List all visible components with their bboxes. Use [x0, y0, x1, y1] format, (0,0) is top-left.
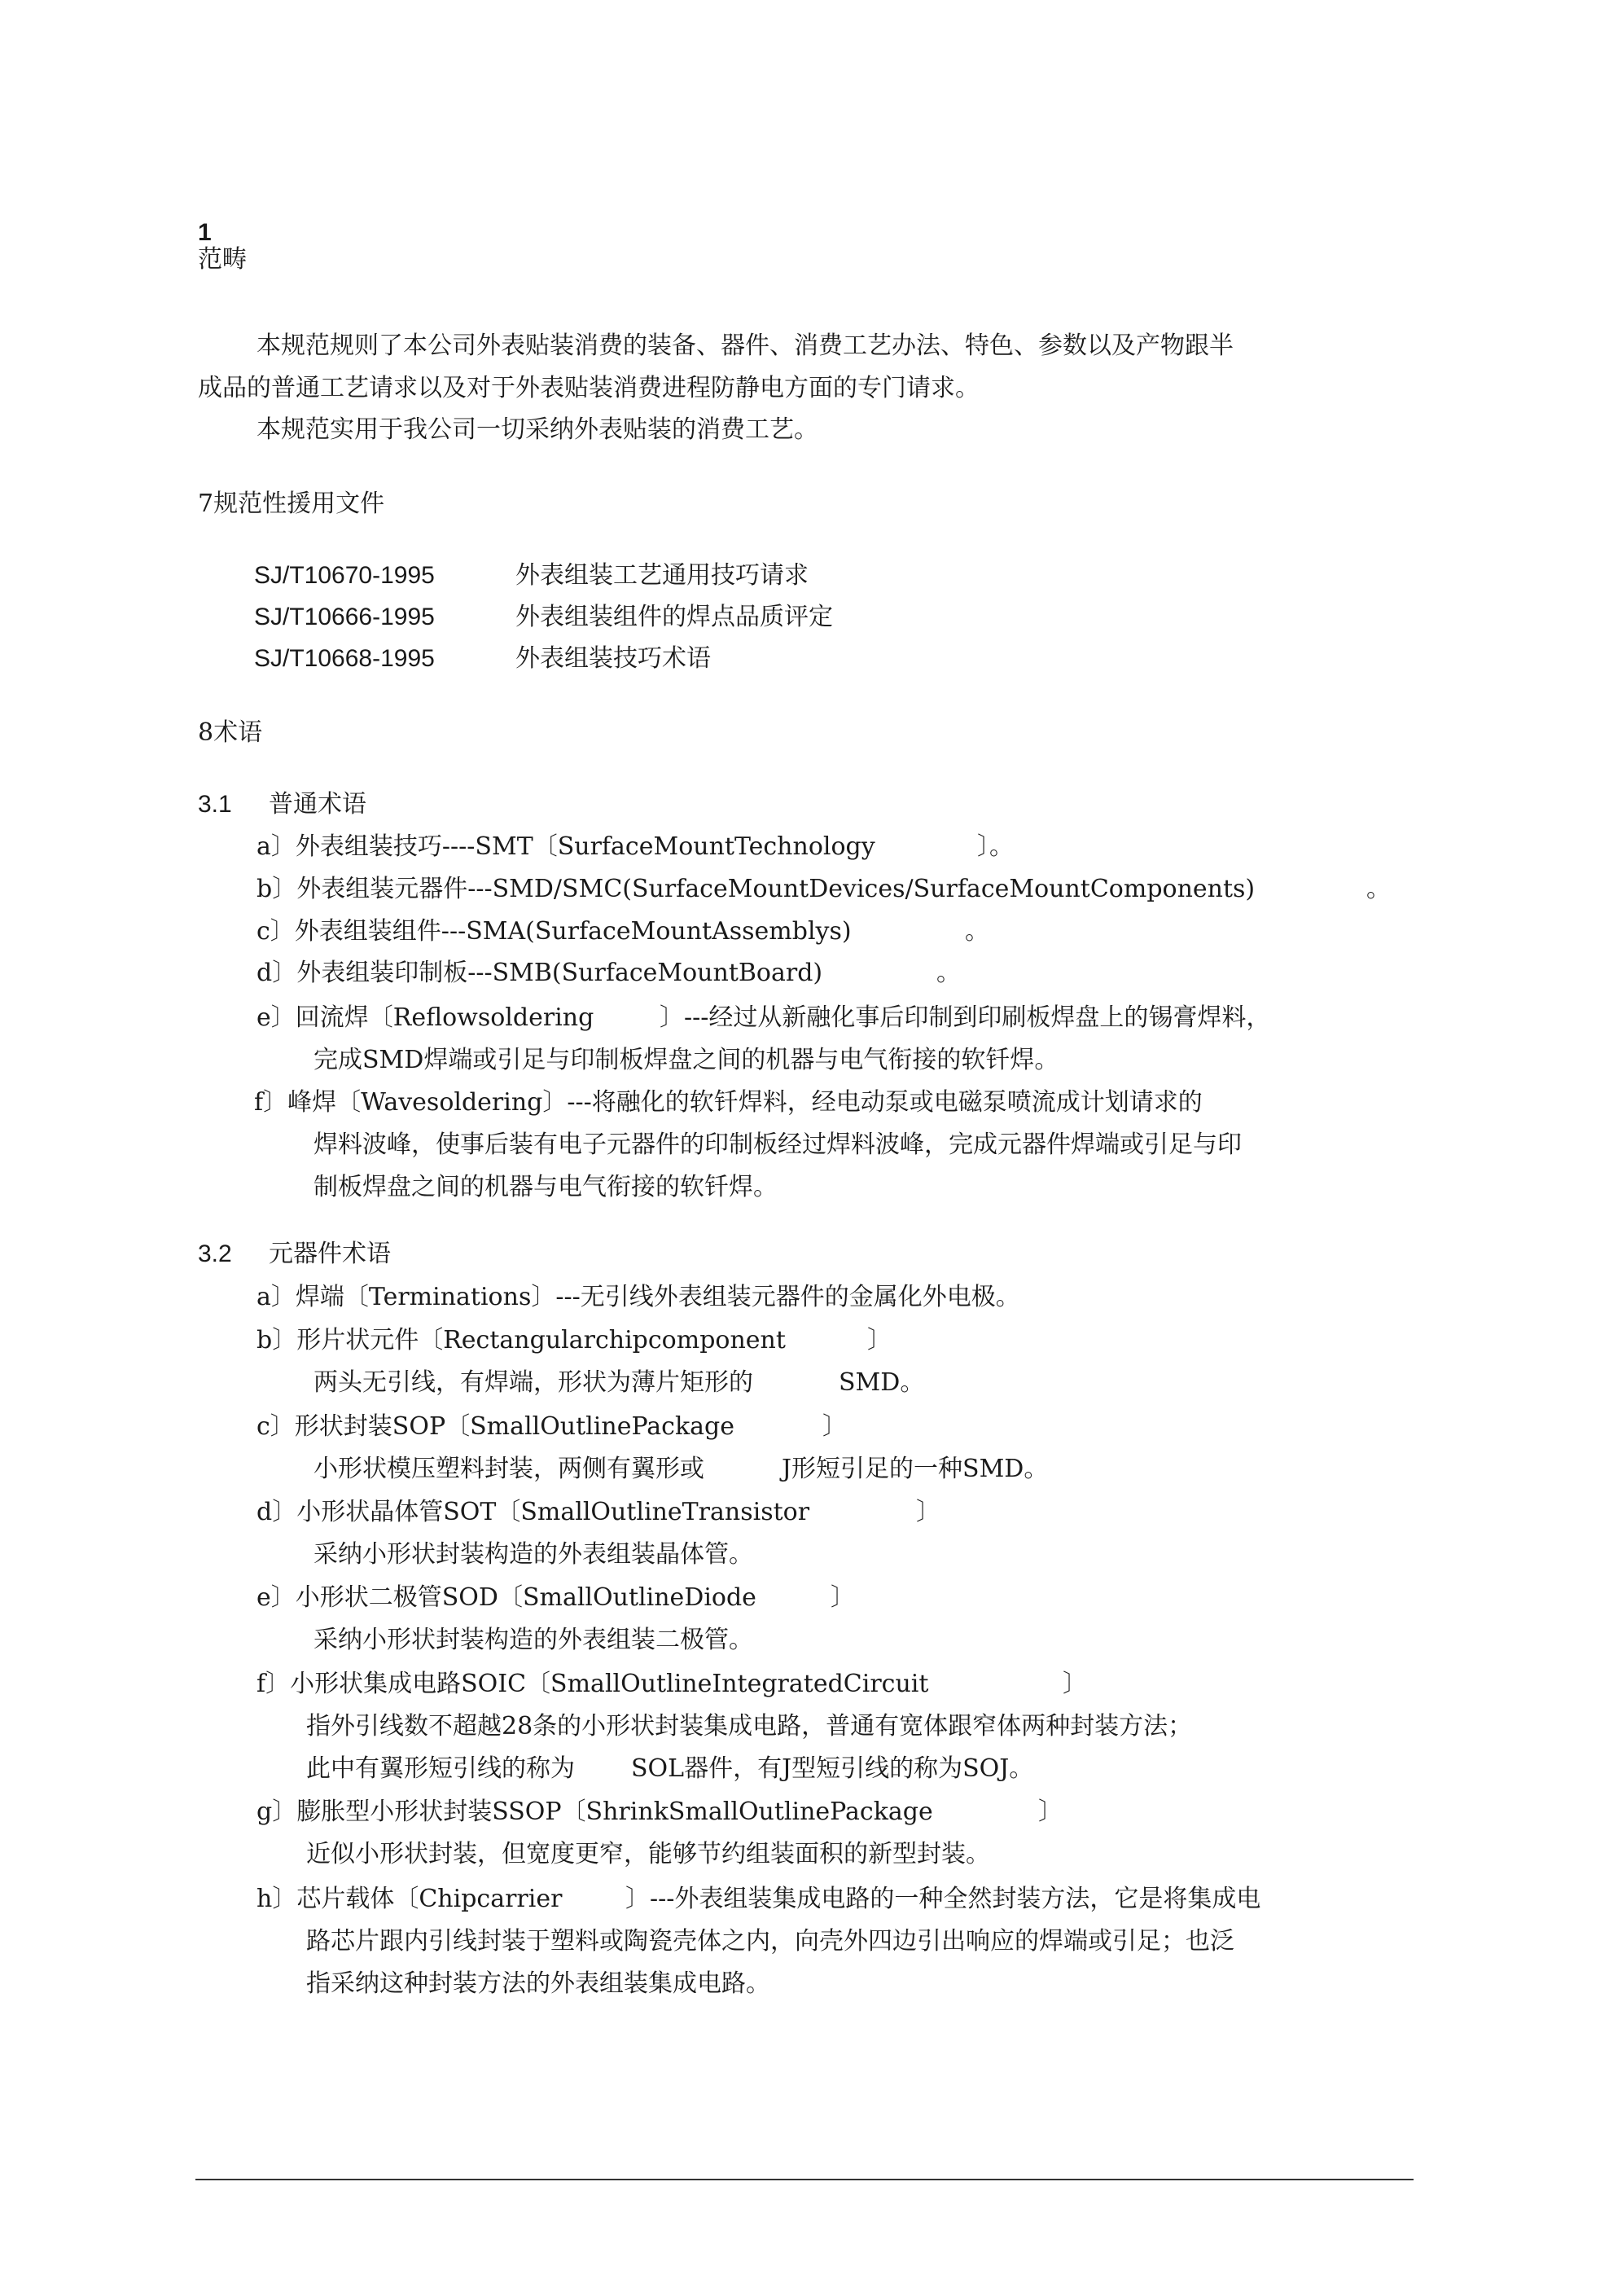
subsection-title: 元器件术语: [269, 1240, 391, 1268]
term-item-tail: 〕: [822, 1412, 847, 1441]
section-number: 1: [198, 219, 212, 246]
subsection-number: 3.1: [198, 791, 232, 818]
term-item-tail: 〕: [916, 1498, 940, 1526]
term-item-tail: 。: [965, 917, 989, 946]
term-item-continuation: 焊料波峰，使事后装有电子元器件的印制板经过焊料波峰，完成元器件焊端或引足与印: [313, 1130, 1242, 1159]
subsection-number: 3.2: [198, 1240, 232, 1267]
term-item-continuation: 近似小形状封装，但宽度更窄，能够节约组装面积的新型封装。: [306, 1840, 990, 1868]
term-item: b〕形片状元件〔Rectangularchipcomponent: [256, 1326, 786, 1354]
term-item: e〕小形状二极管SOD〔SmallOutlineDiode: [256, 1583, 756, 1612]
reference-title: 外表组装技巧术语: [515, 644, 711, 673]
reference-code: SJ/T10670-1995: [254, 562, 435, 589]
term-item: f〕小形状集成电路SOIC〔SmallOutlineIntegratedCircuit: [256, 1670, 929, 1698]
footer-divider: [195, 2179, 1414, 2180]
term-item-tail: 。: [936, 959, 961, 987]
paragraph-line: 本规范规则了本公司外表贴装消费的装备、器件、消费工艺办法、特色、参数以及产物跟半: [256, 331, 1234, 360]
term-item: b〕外表组装元器件---SMD/SMC(SurfaceMountDevices/SurfaceMountComponents): [256, 875, 1256, 903]
term-item-tail: 〕: [831, 1583, 855, 1612]
term-item-continuation: 两头无引线，有焊端，形状为薄片矩形的: [313, 1368, 753, 1397]
term-item-continuation: 小形状模压塑料封装，两侧有翼形或: [313, 1455, 704, 1483]
term-item: d〕小形状晶体管SOT〔SmallOutlineTransistor: [256, 1498, 810, 1526]
term-item-continuation: 采纳小形状封装构造的外表组装晶体管。: [313, 1540, 753, 1569]
paragraph-line: 成品的普通工艺请求以及对于外表贴装消费进程防静电方面的专门请求。: [198, 374, 980, 402]
term-item-tail: 〕: [867, 1326, 892, 1354]
term-item-continuation: 指外引线数不超越28条的小形状封装集成电路，普通有宽体跟窄体两种封装方法；: [306, 1712, 1193, 1741]
term-item-continuation: 采纳小形状封装构造的外表组装二极管。: [313, 1626, 753, 1654]
term-item-tail: 。: [1366, 875, 1391, 903]
term-item: e〕回流焊〔Reflowsoldering: [256, 1003, 594, 1032]
term-item-continuation: 完成SMD焊端或引足与印制板焊盘之间的机器与电气衔接的软钎焊。: [313, 1046, 1059, 1074]
term-item: a〕外表组装技巧----SMT〔SurfaceMountTechnology: [256, 832, 875, 861]
term-item: h〕芯片载体〔Chipcarrier: [256, 1885, 563, 1913]
term-item-continuation: 制板焊盘之间的机器与电气衔接的软钎焊。: [313, 1173, 778, 1201]
reference-code: SJ/T10668-1995: [254, 645, 435, 672]
term-item: f〕峰焊〔Wavesoldering〕---将融化的软钎焊料，经电动泵或电磁泵喷流成计划请求的: [254, 1088, 1203, 1117]
reference-title: 外表组装组件的焊点品质评定: [515, 603, 833, 631]
term-item: c〕外表组装组件---SMA(SurfaceMountAssemblys): [256, 917, 852, 946]
section-title: 范畴: [198, 245, 247, 274]
term-item-continuation: 指采纳这种封装方法的外表组装集成电路。: [306, 1969, 770, 1998]
term-item-tail: 〕---经过从新融化事后印制到印刷板焊盘上的锡膏焊料，: [660, 1003, 1271, 1032]
term-item: d〕外表组装印制板---SMB(SurfaceMountBoard): [256, 959, 823, 987]
term-item-continuation: J形短引足的一种SMD。: [782, 1455, 1049, 1483]
term-item-continuation: 路芯片跟内引线封装于塑料或陶瓷壳体之内，向壳外四边引出响应的焊端或引足；也泛: [306, 1927, 1234, 1956]
term-item-tail: 〕: [1063, 1670, 1087, 1698]
subsection-title: 普通术语: [269, 790, 366, 819]
term-item-continuation: SMD。: [839, 1368, 925, 1397]
paragraph-line: 本规范实用于我公司一切采纳外表贴装的消费工艺。: [256, 415, 818, 444]
term-item-tail: 〕---外表组装集成电路的一种全然封装方法，它是将集成电: [625, 1885, 1261, 1913]
term-item: a〕焊端〔Terminations〕---无引线外表组装元器件的金属化外电极。: [256, 1283, 1020, 1311]
section-heading: 7规范性援用文件: [198, 489, 385, 518]
section-heading: 8术语: [198, 718, 263, 747]
term-item-continuation: SOL器件，有J型短引线的称为SOJ。: [631, 1754, 1034, 1783]
reference-code: SJ/T10666-1995: [254, 604, 435, 630]
term-item-continuation: 此中有翼形短引线的称为: [306, 1754, 575, 1783]
term-item-tail: 〕。: [977, 832, 1014, 861]
reference-title: 外表组装工艺通用技巧请求: [515, 561, 809, 590]
term-item: c〕形状封装SOP〔SmallOutlinePackage: [256, 1412, 734, 1441]
term-item: g〕膨胀型小形状封装SSOP〔ShrinkSmallOutlinePackage: [256, 1798, 933, 1826]
term-item-tail: 〕: [1038, 1798, 1063, 1826]
